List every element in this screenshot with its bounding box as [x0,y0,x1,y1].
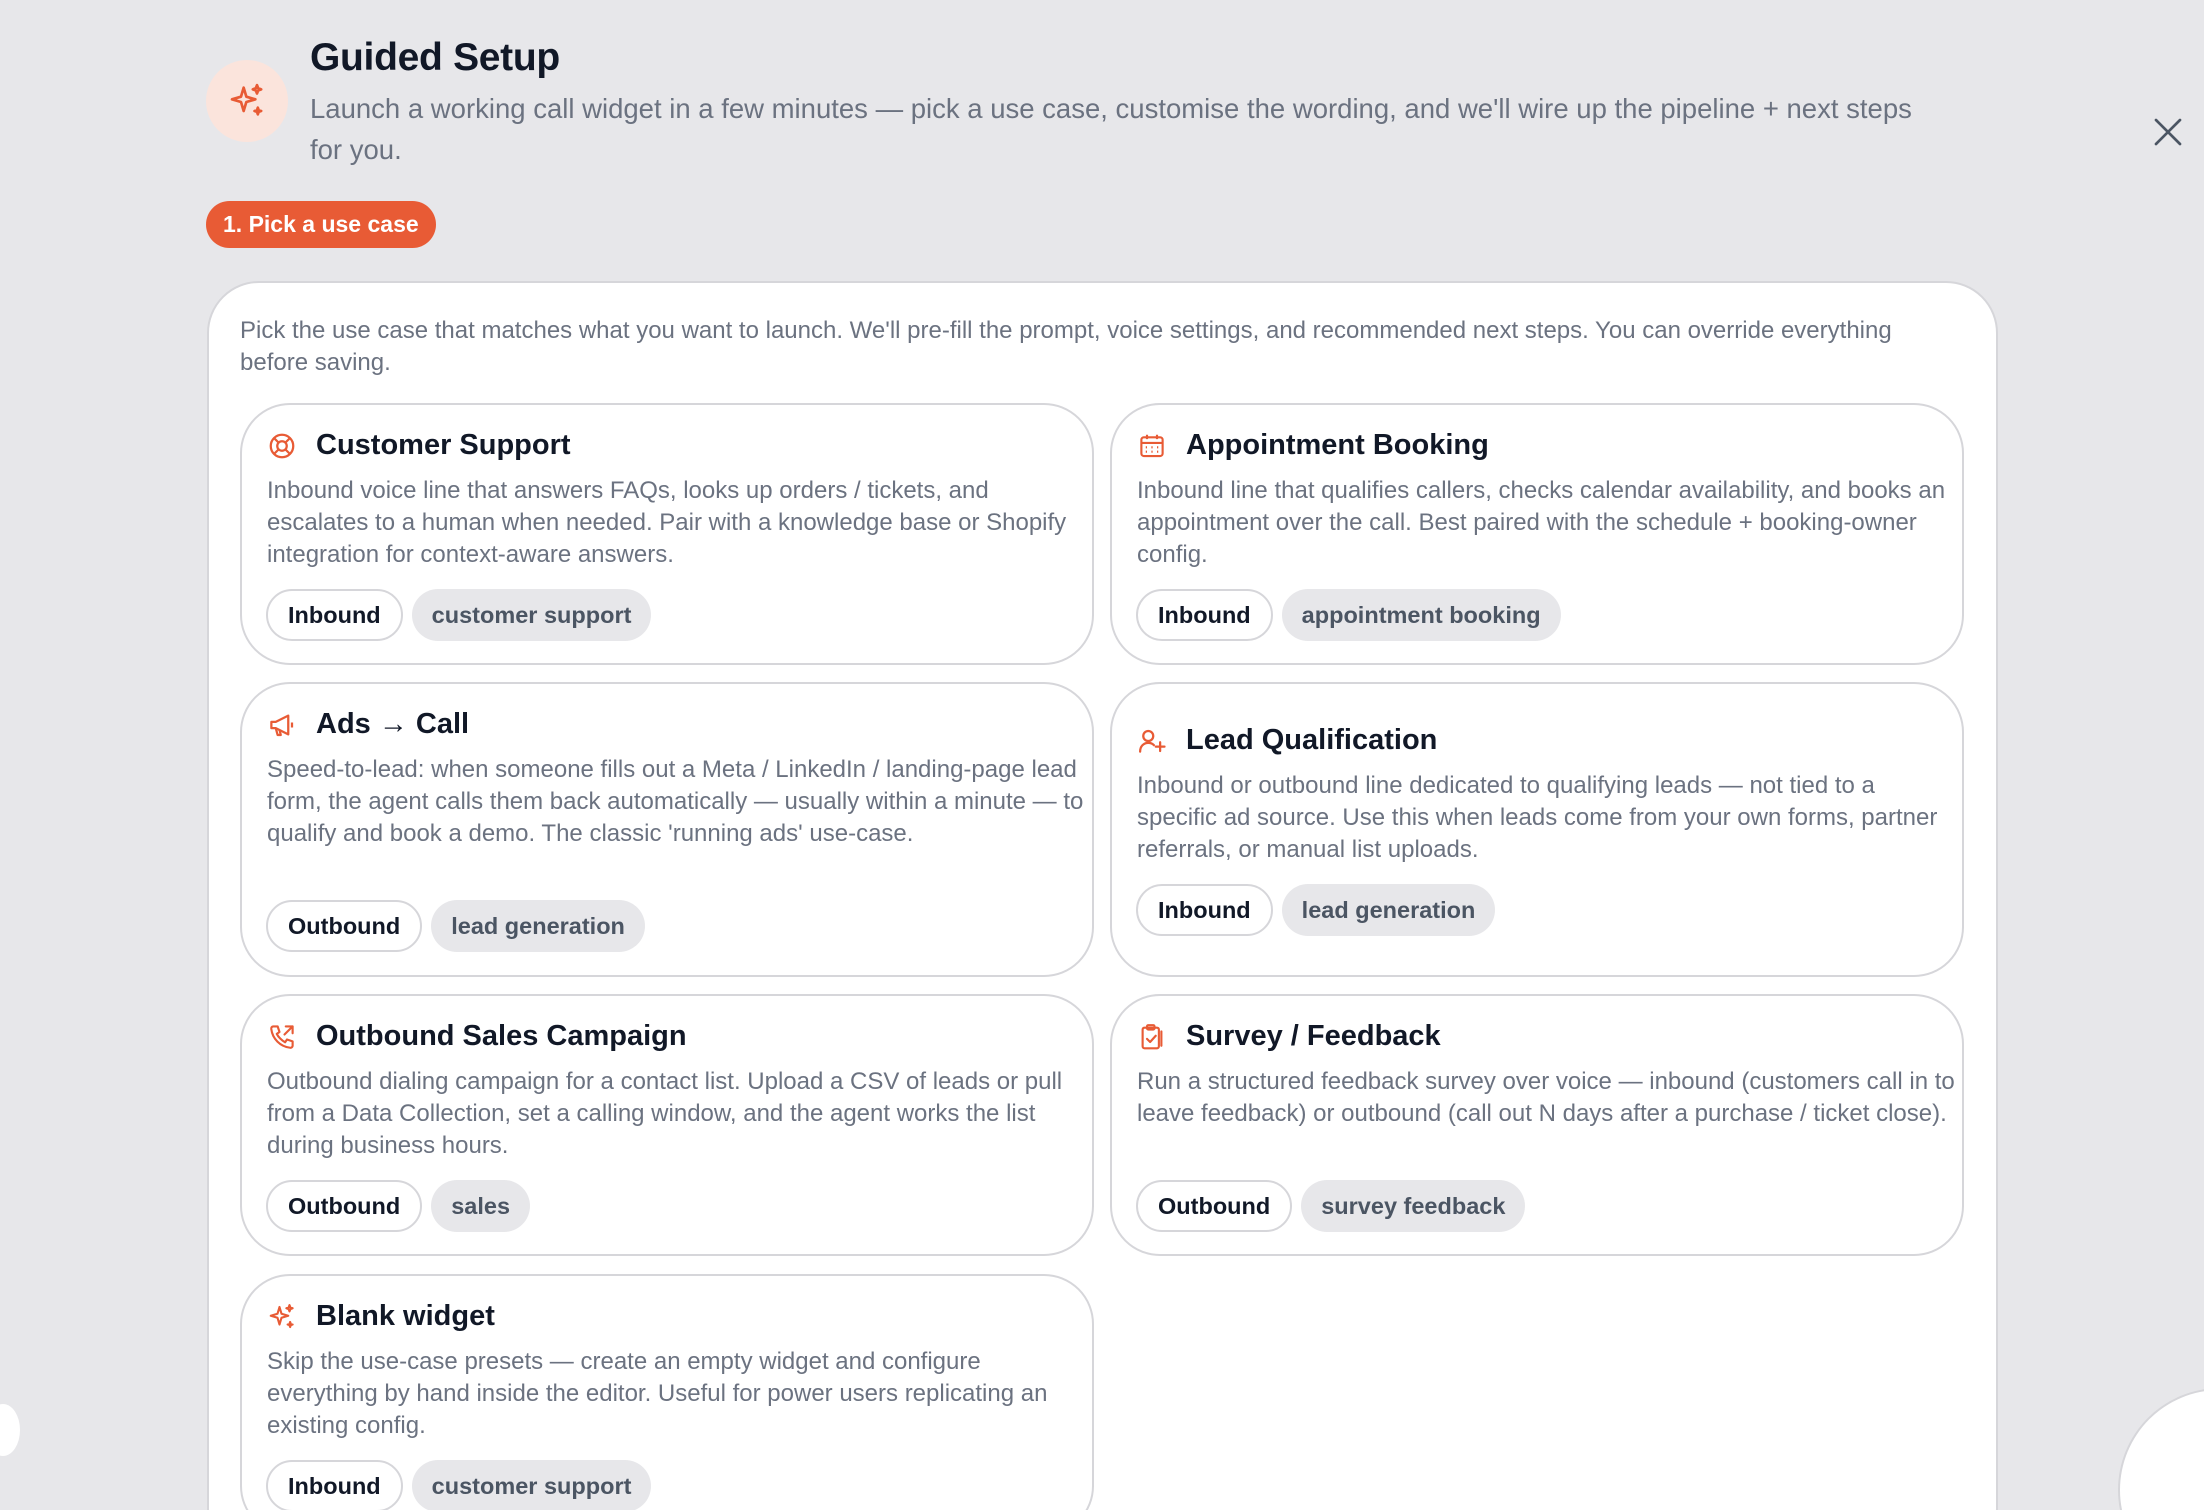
category-badge: lead generation [1282,884,1496,936]
card-description: Run a structured feedback survey over voice — inbound (customers call in to leave feedback) or outbound (call out N days after a purchase / ticket close). [1137,1068,1955,1127]
use-case-card-survey-feedback[interactable] [1110,994,1964,1256]
category-badge: sales [431,1180,530,1232]
card-description: Inbound line that qualifies callers, checks calendar availability, and books an appointment over the call. Best paired with the schedule + booking-owner config. [1137,477,1946,568]
use-case-card-lead-qualification[interactable] [1110,682,1964,977]
direction-badge: Outbound [1136,1180,1292,1232]
phone-outgoing-icon [266,1021,298,1053]
category-badge: customer support [412,1460,652,1510]
direction-badge: Outbound [266,900,422,952]
use-case-card-blank-widget[interactable] [240,1274,1094,1510]
use-case-card-appointment-booking[interactable] [1110,403,1964,665]
user-plus-icon [1136,725,1168,757]
card-description: Inbound voice line that answers FAQs, looks up orders / tickets, and escalates to a human when needed. Pair with a knowledge base or Shopify integration for context-aware answers. [267,477,1067,568]
card-title: Appointment Booking [1186,429,1489,461]
page-title: Guided Setup [310,36,560,79]
card-description: Inbound or outbound line dedicated to qualifying leads — not tied to a specific ad source. Use this when leads come from your own forms, partner referrals, or manual list uploads. [1137,772,1938,863]
category-badge: survey feedback [1301,1180,1525,1232]
use-case-card-outbound-sales-campaign[interactable] [240,994,1094,1256]
category-badge: customer support [412,589,652,641]
lifebuoy-icon [266,430,298,462]
use-case-card-customer-support[interactable] [240,403,1094,665]
card-title: Survey / Feedback [1186,1020,1441,1052]
category-badge: lead generation [431,900,645,952]
card-description: Speed-to-lead: when someone fills out a Meta / LinkedIn / landing-page lead form, the agent calls them back automatically — usually within a minute — to qualify and book a demo. The classic 'running ads' use-case. [267,756,1084,847]
card-title: Outbound Sales Campaign [316,1020,687,1052]
sparkles-icon [206,60,288,142]
intro-text: Pick the use case that matches what you want to launch. We'll pre-fill the prompt, voice settings, and recommended next steps. You can override everything before saving. [240,317,1892,376]
card-title: Ads → Call [316,708,470,740]
megaphone-icon [266,709,298,741]
card-description: Skip the use-case presets — create an empty widget and configure everything by hand inside the editor. Useful for power users replicating an existing config. [267,1348,1048,1439]
direction-badge: Inbound [266,589,403,641]
edge-handle [0,1404,20,1456]
card-title: Customer Support [316,429,571,461]
step-badge: 1. Pick a use case [206,201,436,248]
card-description: Outbound dialing campaign for a contact list. Upload a CSV of leads or pull from a Data Collection, set a calling window, and the agent works the list during business hours. [267,1068,1063,1159]
modal-header [206,36,1996,176]
use-case-card-ads-call[interactable] [240,682,1094,977]
card-title: Blank widget [316,1300,495,1332]
clipboard-check-icon [1136,1021,1168,1053]
category-badge: appointment booking [1282,589,1561,641]
sparkles-icon [266,1301,298,1333]
card-title: Lead Qualification [1186,724,1438,756]
calendar-icon [1136,430,1168,462]
direction-badge: Inbound [1136,884,1273,936]
direction-badge: Inbound [266,1460,403,1510]
close-button[interactable] [2150,114,2186,150]
close-icon [2150,114,2186,150]
page-subtitle: Launch a working call widget in a few minutes — pick a use case, customise the wording, and we'll wire up the pipeline + next steps for you. [310,93,1912,165]
direction-badge: Inbound [1136,589,1273,641]
direction-badge: Outbound [266,1180,422,1232]
corner-decoration [2120,1390,2204,1510]
